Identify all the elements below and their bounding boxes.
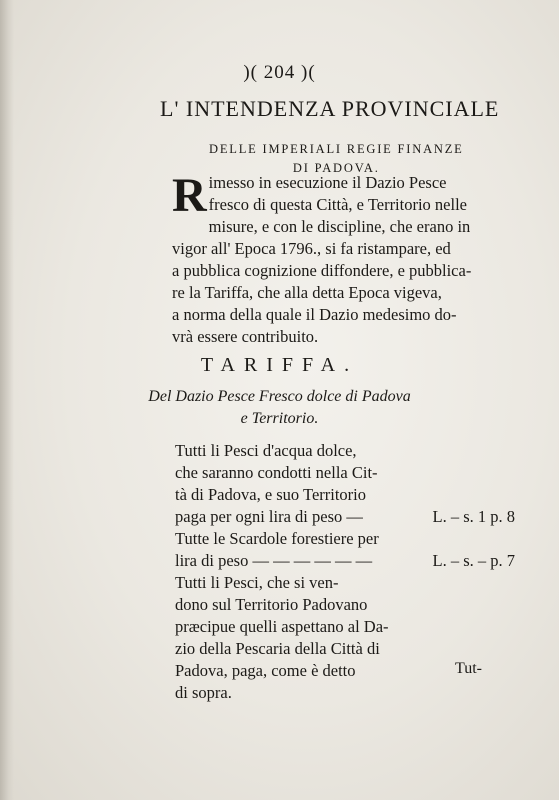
intro-line: a norma della quale il Dazio medesimo do-: [172, 305, 457, 324]
subheading-line: DI PADOVA.: [292, 161, 380, 175]
item-line: Padova, paga, come è detto: [175, 661, 356, 680]
tariff-item: [175, 572, 515, 704]
item-line: Tutte le Scardole forestiere per: [175, 529, 379, 548]
item-price: L. – s. 1 p. 8: [432, 507, 515, 526]
item-line: tà di Padova, e suo Territorio: [175, 485, 366, 504]
item-price-row: [175, 506, 515, 528]
tariff-title: TARIFFA.: [200, 354, 359, 376]
intro-line: vrà essere contribuito.: [172, 327, 319, 346]
catchword: Tut-: [455, 660, 482, 677]
item-line: lira di peso — — — — — —: [175, 551, 373, 570]
intro-paragraph: [172, 169, 517, 348]
item-price: L. – s. – p. 7: [432, 551, 515, 570]
page-number: )( 204 )(: [243, 62, 316, 83]
intro-line: re la Tariffa, che alla detta Epoca vigeva,: [172, 283, 442, 302]
item-line: zio della Pescaria della Città di: [175, 639, 380, 658]
item-price-row: [175, 550, 515, 572]
item-line: che saranno condotti nella Cit-: [175, 463, 378, 482]
tariff-subtitle-line: e Territorio.: [240, 410, 319, 427]
item-line: præcipue quelli aspettano al Da-: [175, 617, 389, 636]
intro-line: fresco di questa Città, e Territorio nelle: [208, 195, 467, 214]
drop-cap: R: [172, 169, 207, 222]
intro-line: a pubblica cognizione diffondere, e pubblica-: [172, 261, 472, 280]
intro-line: imesso in esecuzione il Dazio Pesce: [208, 173, 447, 192]
subheading-line: DELLE IMPERIALI REGIE FINANZE: [209, 142, 464, 156]
intro-line: misure, e con le discipline, che erano in: [208, 217, 471, 236]
tariff-subtitle-line: Del Dazio Pesce Fresco dolce di Padova: [148, 388, 411, 405]
page-title: L' INTENDENZA PROVINCIALE: [160, 96, 500, 121]
item-line: dono sul Territorio Padovano: [175, 595, 368, 614]
item-line: Tutti li Pesci, che si ven-: [175, 573, 339, 592]
item-line: paga per ogni lira di peso —: [175, 507, 363, 526]
tariff-item: [175, 440, 515, 528]
item-line: Tutti li Pesci d'acqua dolce,: [175, 441, 357, 460]
intro-line: vigor all' Epoca 1796., si fa ristampare, ed: [172, 239, 451, 258]
item-line: di sopra.: [175, 683, 232, 702]
tariff-subtitle: [0, 386, 559, 430]
tariff-item: [175, 528, 515, 572]
